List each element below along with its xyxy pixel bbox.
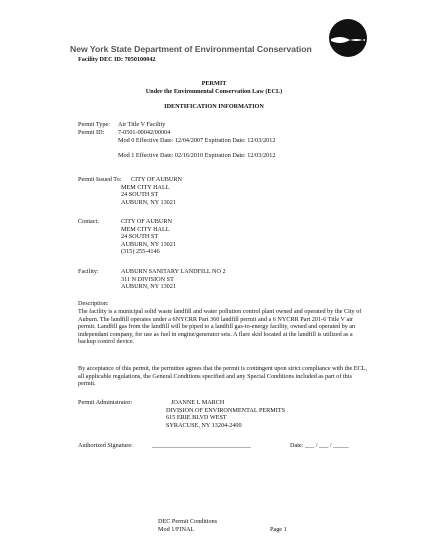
description-label: Description: [78,300,109,307]
contact-address [121,218,176,256]
footer-conditions: DEC Permit Conditions [158,518,218,525]
address-line: AUBURN SANITARY LANDFILL NO 2 [121,268,226,275]
address-line: AUBURN, NY 13021 [121,283,176,291]
signature-date: Date: ___ / ___ / _____ [290,442,349,449]
permit-type-label: Permit Type: [78,121,110,128]
footer-mod: Mod 1/FINAL [158,526,195,533]
permit-type-value: Air Title V Facility [118,121,166,128]
administrator-label: Permit Administrator: [78,399,133,406]
address-line: MEM CITY HALL [121,183,170,191]
administrator-name: JOANNE L MARCH [171,399,225,406]
page-number: Page 1 [270,526,287,533]
phone-number: (315) 255-4146 [121,248,160,256]
address-line: DIVISION OF ENVIRONMENTAL PERMITS [166,406,286,414]
issued-to-label: Permit Issued To: [78,176,122,183]
dec-logo-icon [328,18,368,58]
address-line: AUBURN, NY 13021 [121,240,176,248]
address-line: 311 N DIVISION ST [121,275,174,283]
address-line: 24 SOUTH ST [121,191,159,199]
administrator-address [166,399,285,429]
address-line: CITY OF AUBURN [121,218,172,225]
mod1-dates: Mod 1 Effective Date: 02/16/2010 Expiration Date: 12/03/2012 [118,152,276,159]
permit-id-label: Permit ID: [78,129,105,136]
facility-label: Facility: [78,268,99,275]
address-line: CITY OF AUBURN [131,176,182,183]
address-line: 24 SOUTH ST [121,233,159,241]
address-line: MEM CITY HALL [121,225,170,233]
address-line: SYRACUSE, NY 13204-2400 [166,421,242,429]
signature-label: Authorized Signature: [78,442,133,449]
address-line: AUBURN, NY 13021 [121,198,176,206]
permit-title: PERMIT [201,80,227,87]
acceptance-text: By acceptance of this permit, the permittee agrees that the permit is contingent upon strict compliance with the ECL, all applicable regulations, the General Conditions specified and any Special Conditions included as part of this permit. [78,365,368,388]
address-line: 615 ERIE BLVD WEST [166,414,227,422]
permit-subtitle: Under the Environmental Conservation Law (ECL) [145,88,283,95]
description-text: The facility is a municipal solid waste landfill and water pollution control plant owned and operated by the City of Auburn. The landfill operates under a 6NYCRR Part 360 landfill permit and a 6 NYCRR Part 201-6 Title V air permit. Landfill gas from the landfill will be piped to a landfill gas-to-energy facility, owned and operated by an independant company, for use as fuel in engine/generator sets. A flare skid located at the landfill is utilized as a backup control device. [78,308,362,346]
mod0-dates: Mod 0 Effective Date: 12/04/2007 Expiration Date: 12/03/2012 [118,137,276,144]
contact-label: Contact: [78,218,99,225]
facility-dec-id: Facility DEC ID: 7050100042 [78,56,156,63]
section-heading: IDENTIFICATION INFORMATION [164,103,264,110]
agency-name: New York State Department of Environmental Conservation [70,44,312,54]
permit-id-value: 7-0501-00042/00004 [118,129,171,136]
issued-to-address [121,176,182,206]
facility-address [121,268,226,291]
signature-line: ________________________________ [152,442,251,449]
